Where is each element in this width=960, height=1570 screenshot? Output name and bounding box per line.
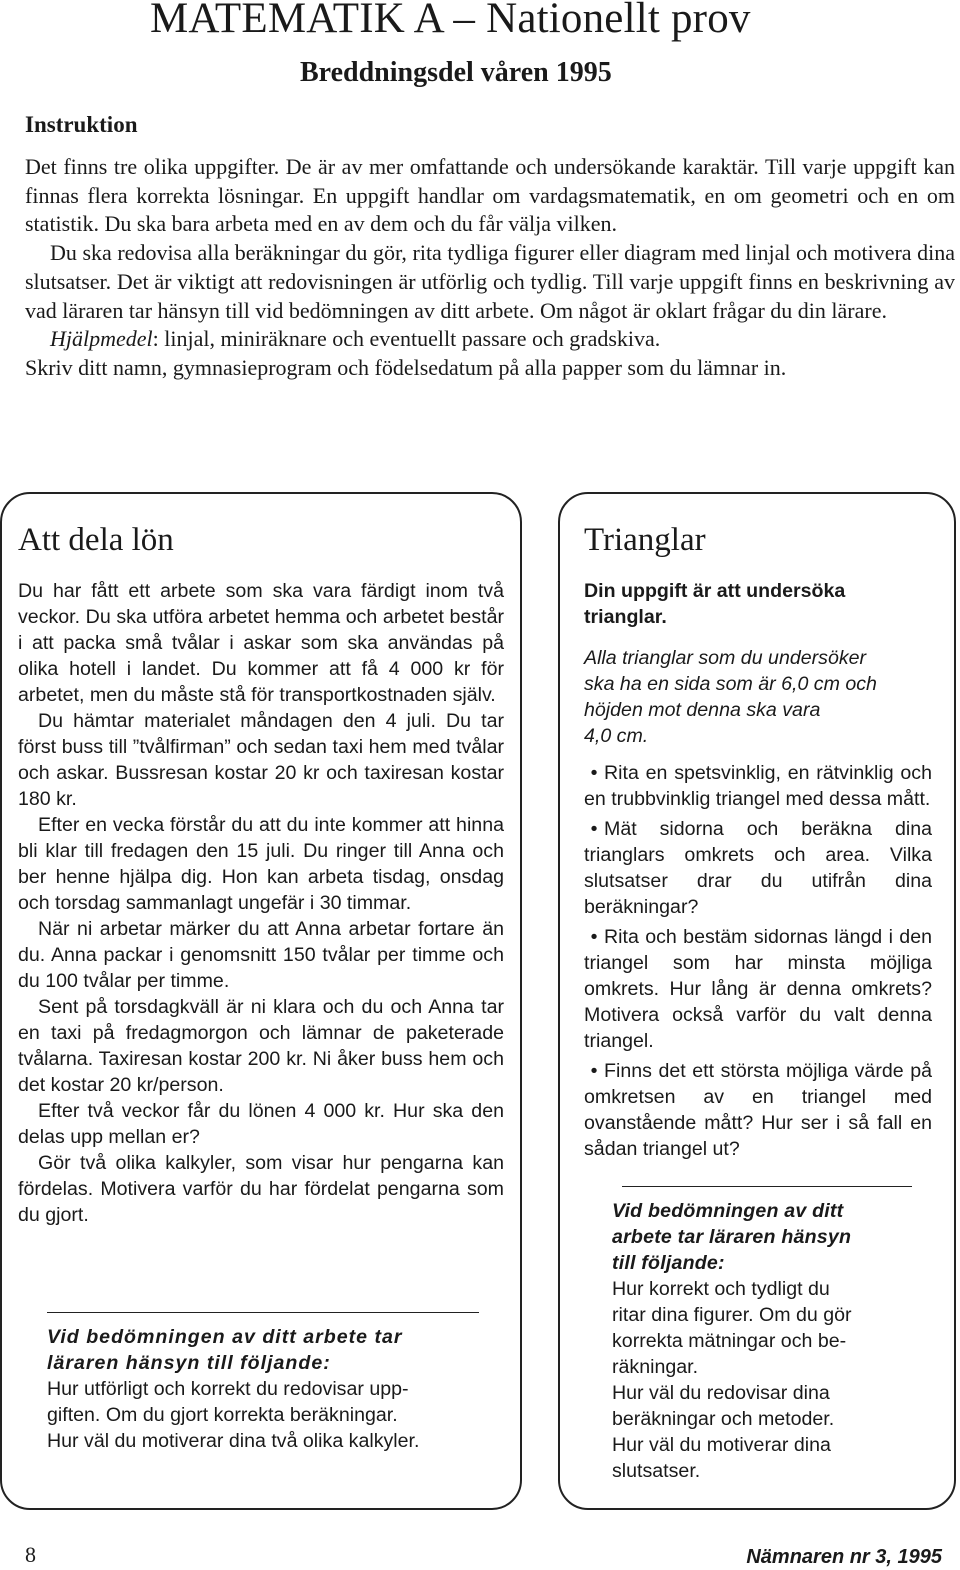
instructions-paragraph: Det finns tre olika uppgifter. De är av mer omfattande och undersökande karaktär. Till varje uppgift kan finnas flera korrekta lösningar. En uppgift handlar om vardagsmatematik, en om geometri och en om statistik. Du ska bara arbeta med en av dem och du får välja vilken. — [25, 154, 955, 237]
instructions-heading: Instruktion — [25, 112, 138, 137]
publication-reference: Nämnaren nr 3, 1995 — [746, 1546, 942, 1568]
assessment-line: ritar dina figurer. Om du gör — [612, 1304, 852, 1326]
task-paragraph: Gör två olika kalkyler, som visar hur pengarna kan fördelas. Motivera varför du har fördelat pengarna som du gjort. — [18, 1152, 504, 1226]
task-title: Att dela lön — [18, 522, 174, 558]
task-body — [18, 578, 504, 1228]
assessment-line: räkningar. — [612, 1356, 699, 1378]
task-title: Trianglar — [584, 522, 706, 558]
task-paragraph: När ni arbetar märker du att Anna arbetar fortare än du. Anna packar i genomsnitt 150 tvålar per timme och du 100 tvålar per timme. — [18, 918, 504, 992]
task-paragraph: Du hämtar materialet måndagen den 4 juli. Du tar först buss till ”tvålfirman” och sedan taxi hem med tvålar och askar. Bussresan kostar 20 kr och taxiresan kostar 180 kr. — [18, 710, 504, 810]
bullet-text: Finns det ett största möjliga värde på omkretsen av en triangel med ovanstående mått? Hur ser i så fall en sådan triangel ut? — [584, 1060, 932, 1160]
assessment-line: korrekta mätningar och be- — [612, 1330, 847, 1352]
page-subtitle: Breddningsdel våren 1995 — [300, 57, 612, 88]
bullet-item — [584, 1058, 932, 1162]
assessment-line: Hur utförligt och korrekt du redovisar upp- — [47, 1378, 409, 1400]
divider — [47, 1312, 479, 1313]
assessment-line: Hur väl du motiverar dina — [612, 1434, 831, 1456]
assessment-heading: läraren hänsyn till följande: — [47, 1352, 331, 1374]
bullet-text: Mät sidorna och beräkna dina trianglars omkrets och area. Vilka slutsatser drar du utifrån dina beräkningar? — [584, 818, 932, 918]
task-lead — [584, 578, 924, 630]
condition-line: höjden mot denna ska vara — [584, 699, 821, 721]
bullet-icon: • — [590, 926, 598, 948]
assessment-line: Hur väl du motiverar dina två olika kalkyler. — [47, 1430, 420, 1452]
bullet-icon: • — [590, 762, 598, 784]
bullet-item — [584, 760, 932, 812]
assessment-line: slutsatser. — [612, 1460, 701, 1482]
assessment-line: Hur väl du redovisar dina — [612, 1382, 830, 1404]
bullet-item — [584, 924, 932, 1054]
task-paragraph: Sent på torsdagkväll är ni klara och du och Anna tar en taxi på fredagmorgon och lämnar de paketerade tvålarna. Taxiresan kostar 200 kr. Ni åker buss hem och det kostar 20 kr/person. — [18, 996, 504, 1096]
instructions-text — [25, 153, 955, 383]
task-paragraph: Du har fått ett arbete som ska vara färdigt inom två veckor. Du ska utföra arbetet hemma och arbetet består i att packa små tvålar i askar som ska användas på olika hotell i landet. Du kommer att få 4 000 kr för arbetet, men du måste stå för transportkostnaden själv. — [18, 580, 504, 706]
assessment-line: Hur korrekt och tydligt du — [612, 1278, 830, 1300]
assessment-heading: till följande: — [612, 1252, 725, 1274]
bullet-text: Rita en spetsvinklig, en rätvinklig och en trubbvinklig triangel med dessa mått. — [584, 762, 932, 810]
bullet-text: Rita och bestäm sidornas längd i den triangel som har minsta möjliga omkrets. Hur lång är denna omkrets? Motivera också varför du valt denna triangel. — [584, 926, 932, 1052]
page-number: 8 — [25, 1542, 36, 1567]
page-title: MATEMATIK A – Nationellt prov — [150, 0, 751, 42]
assessment-heading: arbete tar läraren hänsyn — [612, 1226, 852, 1248]
bullet-item — [584, 816, 932, 920]
bullet-icon: • — [590, 1060, 598, 1082]
condition-line: ska ha en sida som är 6,0 cm och — [584, 673, 877, 695]
divider — [622, 1186, 912, 1187]
instructions-paragraph: Du ska redovisa alla beräkningar du gör, rita tydliga figurer eller diagram med linjal och motivera dina slutsatser. Det är viktigt att redovisningen är utförlig och tydlig. Till varje uppgift finns en beskrivning av vad läraren tar hänsyn till vid bedömningen av ditt arbete. Om något är oklart frågar du din lärare. — [25, 240, 955, 323]
task-lead-line: Din uppgift är att undersöka — [584, 580, 846, 602]
assessment-line: giften. Om du gjort korrekta beräkningar. — [47, 1404, 398, 1426]
assessment-heading: Vid bedömningen av ditt — [612, 1200, 844, 1222]
aids-label: Hjälpmedel — [50, 326, 153, 352]
task-paragraph: Efter två veckor får du lönen 4 000 kr. Hur ska den delas upp mellan er? — [18, 1100, 504, 1148]
task-lead-line: trianglar. — [584, 606, 667, 628]
aids-paragraph — [25, 325, 955, 354]
task-paragraph: Efter en vecka förstår du att du inte kommer att hinna bli klar till fredagen den 15 juli. Du ringer till Anna och ber henne hjälpa dig. Hon kan arbeta tisdag, onsdag och torsdag sammanlagt ungefär i 30 timmar. — [18, 814, 504, 914]
aids-text: : linjal, miniräknare och eventuellt passare och gradskiva. — [152, 326, 661, 352]
bullet-icon: • — [590, 818, 598, 840]
condition-line: 4,0 cm. — [584, 725, 649, 747]
task-conditions — [584, 645, 936, 749]
assessment-criteria — [612, 1198, 912, 1484]
instructions-paragraph: Skriv ditt namn, gymnasieprogram och födelsedatum på alla papper som du lämnar in. — [25, 354, 787, 380]
assessment-line: beräkningar och metoder. — [612, 1408, 835, 1430]
assessment-criteria — [47, 1324, 487, 1454]
assessment-heading: Vid bedömningen av ditt arbete tar — [47, 1326, 403, 1348]
task-bullet-list — [584, 760, 932, 1166]
condition-line: Alla trianglar som du undersöker — [584, 647, 867, 669]
